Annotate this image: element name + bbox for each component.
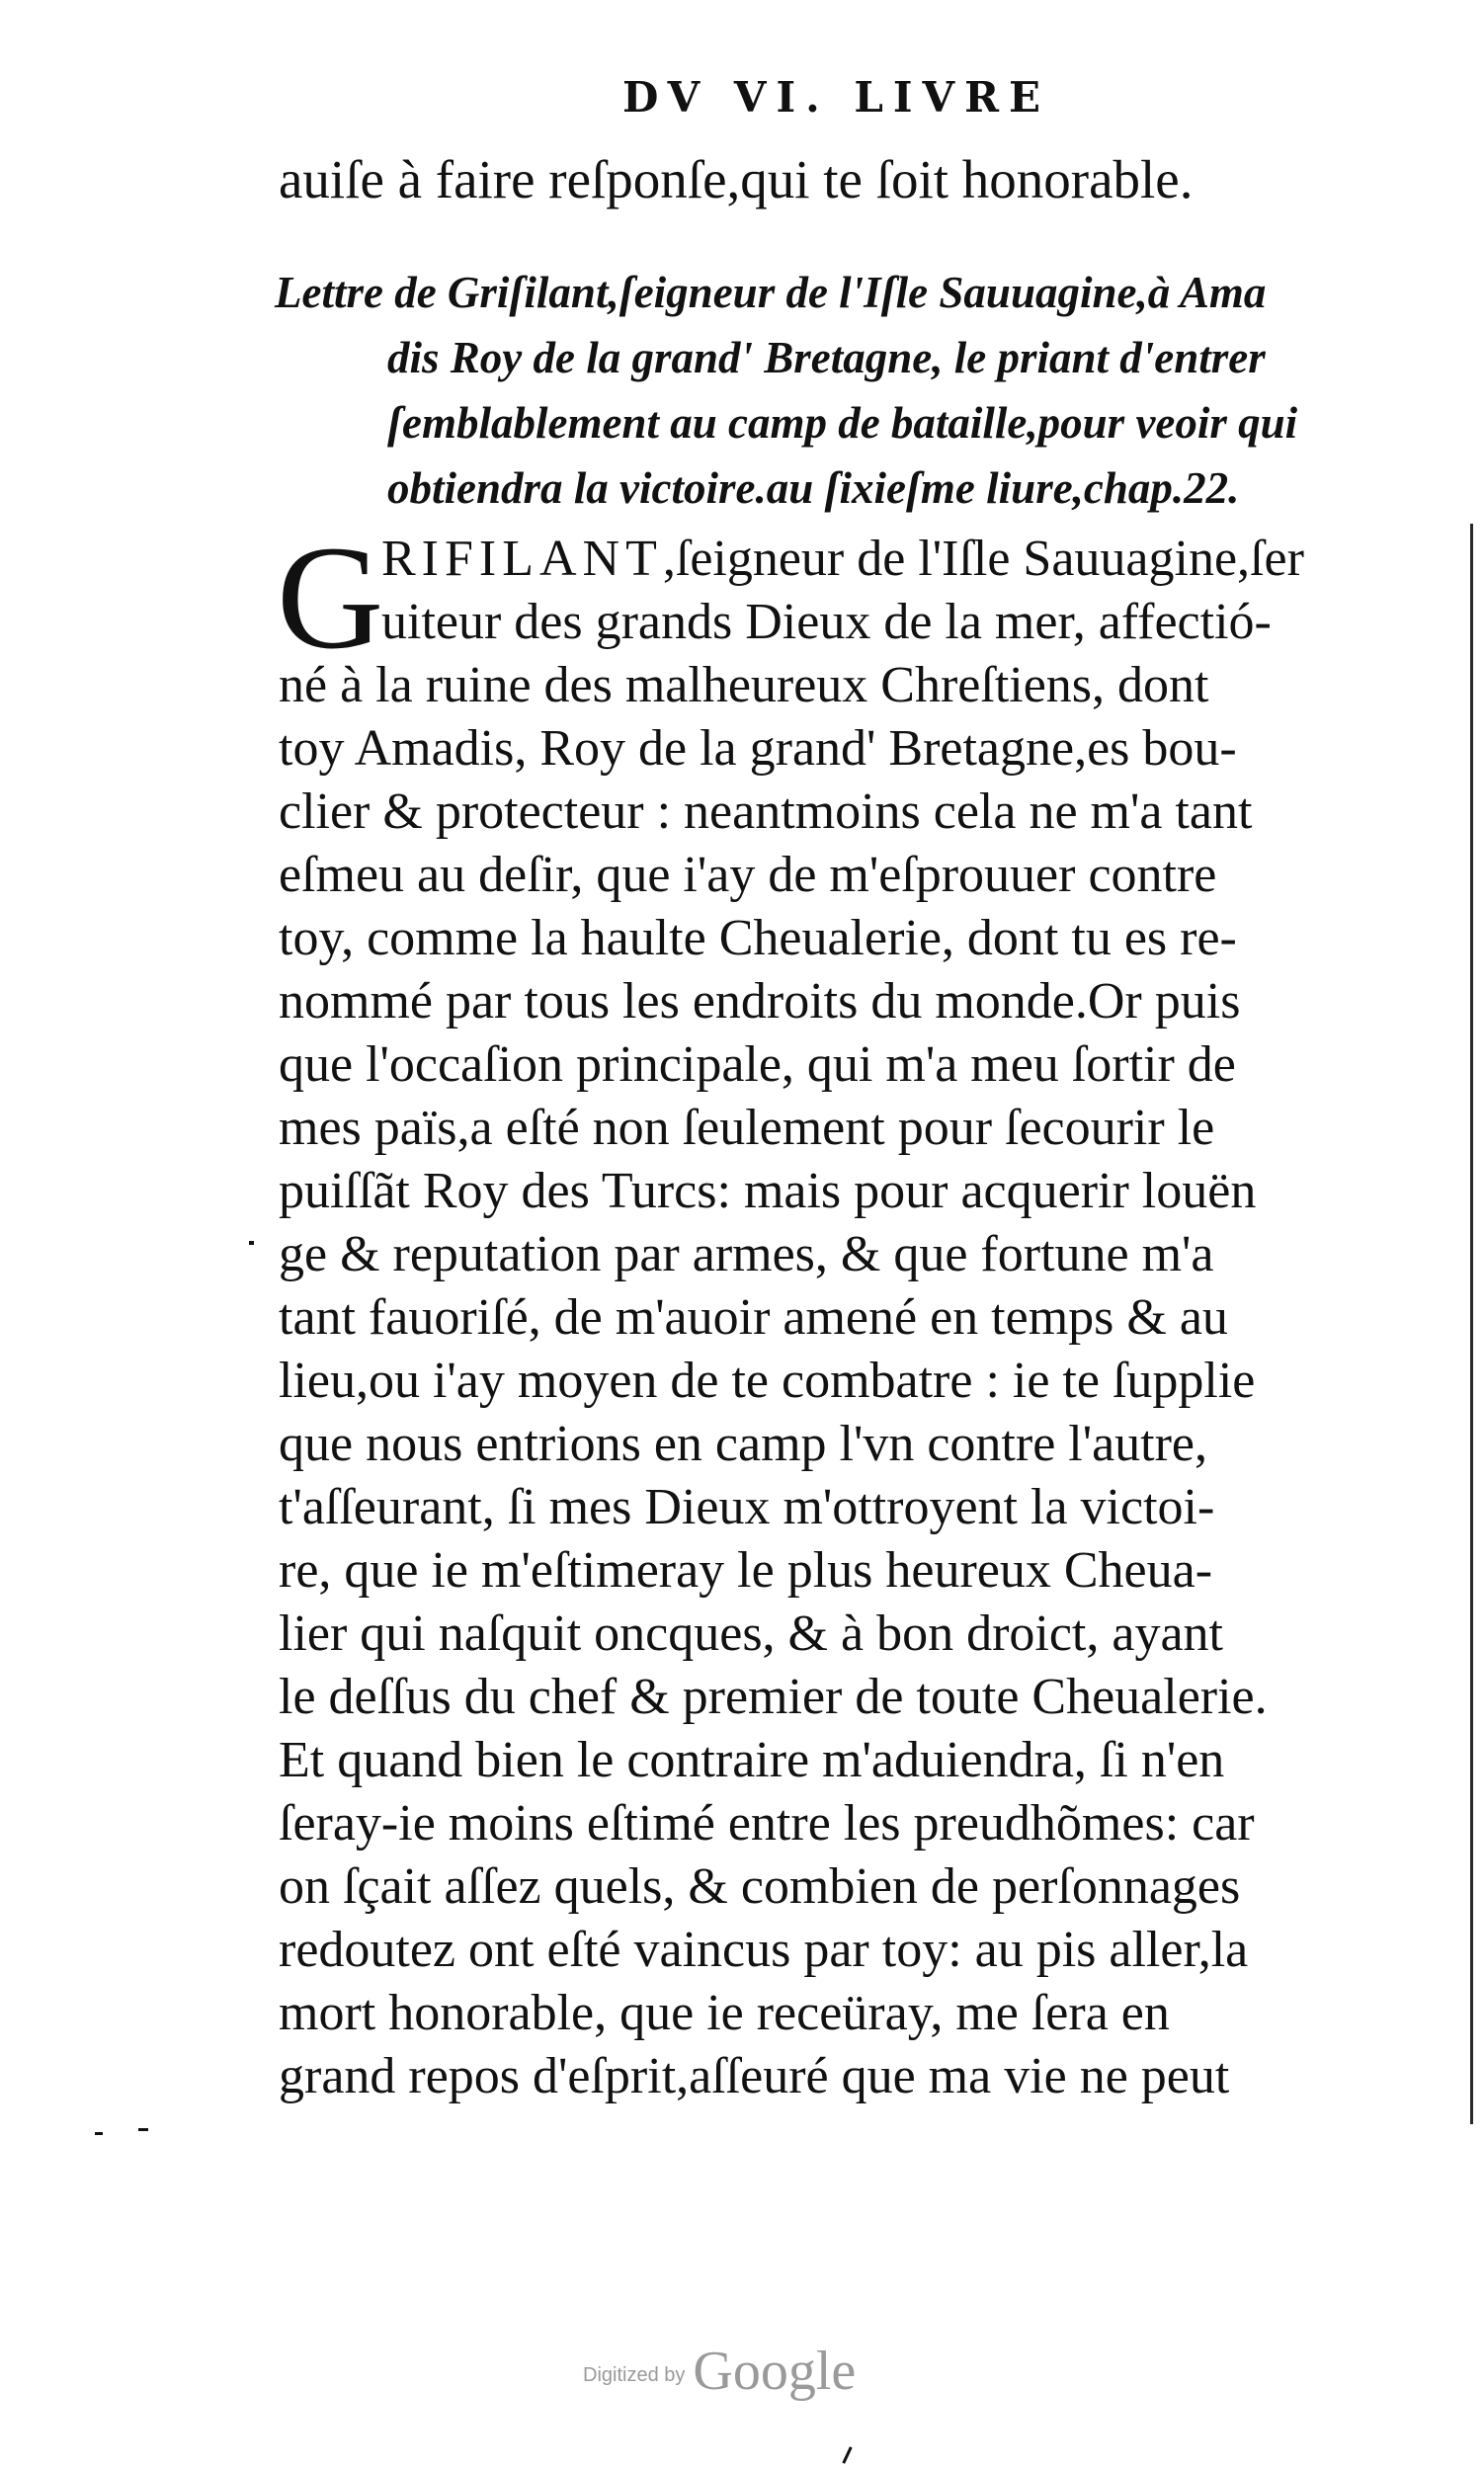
letter-line: Et quand bien le contraire m'aduiendra, ſi n'en: [279, 1732, 1225, 1788]
letter-line: t'aſſeurant, ſi mes Dieux m'ottroyent la victoi-: [279, 1479, 1215, 1535]
letter-line: mes païs,a eſté non ſeulement pour ſecourir le: [279, 1100, 1215, 1156]
digitized-by-google-watermark: [583, 2340, 856, 2403]
letter-line: que nous entrions en camp l'vn contre l'autre,: [279, 1416, 1208, 1472]
letter-line: que l'occaſion principale, qui m'a meu ſortir de: [279, 1036, 1236, 1093]
first-line-text: ,ſeigneur de l'Iſle Sauuagine,ſer: [662, 531, 1304, 587]
stray-ink-mark: [842, 2446, 852, 2464]
stray-ink-mark: [249, 1241, 254, 1245]
letter-line: re, que ie m'eſtimeray le plus heureux Cheua-: [279, 1542, 1213, 1599]
letter-line: le deſſus du chef & premier de toute Cheualerie.: [279, 1669, 1268, 1725]
page-edge-shadow: [1470, 524, 1473, 2124]
letter-line: lieu,ou i'ay moyen de te combatre : ie te ſupplie: [279, 1353, 1256, 1409]
letter-heading-line-1: Lettre de Griſilant,ſeigneur de l'Iſle Sauuagine,à Ama: [275, 268, 1267, 317]
continued-text-line: auiſe à faire reſponſe,qui te ſoit honorable.: [279, 149, 1194, 209]
letter-line: redoutez ont eſté vaincus par toy: au pis aller,la: [279, 1922, 1249, 1978]
letter-line: toy Amadis, Roy de la grand' Bretagne,es bou-: [279, 720, 1237, 777]
letter-first-line: [381, 530, 1304, 588]
letter-line: ſeray-ie moins eſtimé entre les preudhõmes: car: [279, 1795, 1255, 1852]
letter-line: uiteur des grands Dieux de la mer, affectió-: [381, 594, 1272, 650]
letter-line: eſmeu au deſir, que i'ay de m'eſprouuer contre: [279, 847, 1217, 903]
letter-line: lier qui naſquit oncques, & à bon droict, ayant: [279, 1606, 1223, 1662]
first-word-capitals: RIFILANT: [381, 531, 663, 587]
letter-line: mort honorable, que ie receüray, me ſera en: [279, 1985, 1170, 2041]
letter-line: ge & reputation par armes, & que fortune m'a: [279, 1226, 1214, 1282]
letter-line: on ſçait aſſez quels, & combien de perſonnages: [279, 1858, 1241, 1915]
letter-line: tant fauoriſé, de m'auoir amené en temps & au: [279, 1289, 1228, 1346]
letter-line: né à la ruine des malheureux Chreſtiens, dont: [279, 657, 1209, 713]
drop-cap-initial: G: [277, 516, 384, 680]
digitized-label: Digitized by: [583, 2364, 686, 2386]
letter-line: puiſſãt Roy des Turcs: mais pour acquerir louën: [279, 1163, 1257, 1219]
letter-line: grand repos d'eſprit,aſſeuré que ma vie ne peut: [279, 2048, 1230, 2104]
letter-heading-line-2: dis Roy de la grand' Bretagne, le priant d'entrer: [387, 333, 1266, 382]
letter-line: nommé par tous les endroits du monde.Or puis: [279, 973, 1241, 1029]
letter-line: toy, comme la haulte Cheualerie, dont tu es re-: [279, 910, 1237, 966]
letter-heading-line-3: ſemblablement au camp de bataille,pour veoir qui: [387, 398, 1298, 448]
letter-line: clier & protecteur : neantmoins cela ne m'a tant: [279, 783, 1253, 840]
google-wordmark: Google: [693, 2341, 857, 2402]
stray-ink-mark: [95, 2132, 103, 2135]
letter-heading-line-4: obtiendra la victoire.au ſixieſme liure,chap.22.: [387, 463, 1240, 513]
stray-ink-mark: [138, 2128, 148, 2131]
running-head: DV VI. LIVRE: [622, 73, 1051, 122]
